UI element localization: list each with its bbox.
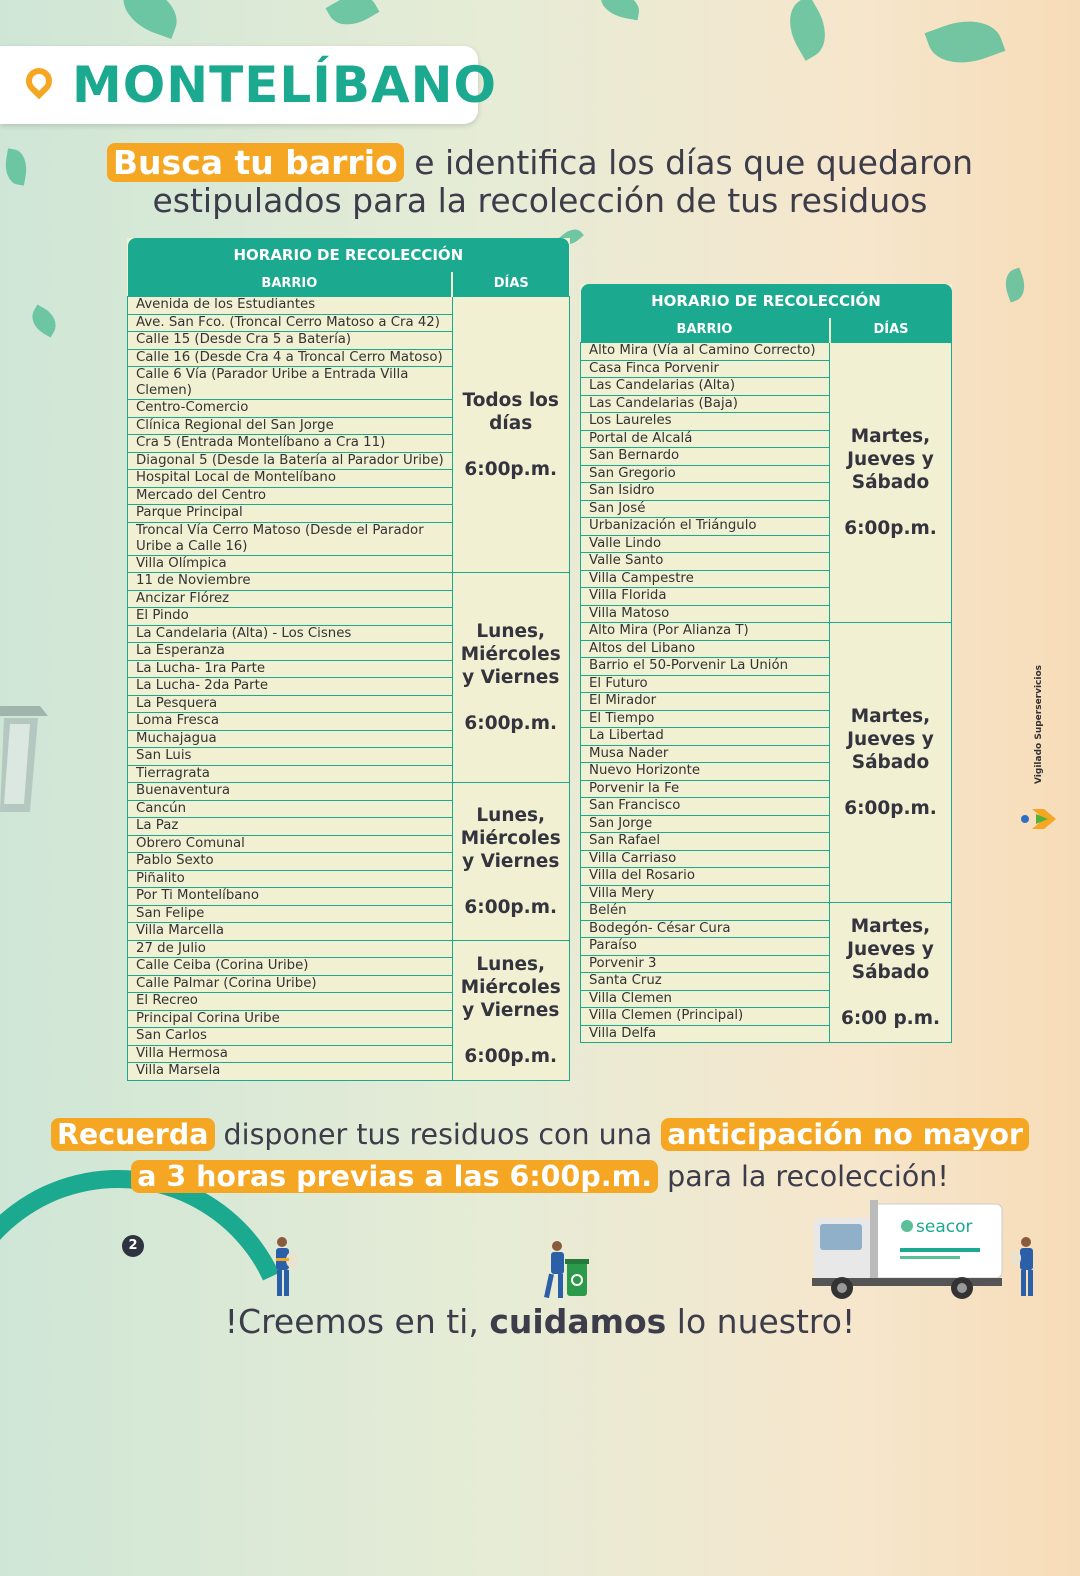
collection-days: Martes, Jueves y Sábado <box>847 706 934 773</box>
reminder-text <box>40 1114 1040 1198</box>
days-cell <box>830 343 952 623</box>
column-header-dias: DÍAS <box>830 318 952 343</box>
schedule-table-left <box>127 238 570 1081</box>
barrio-cell: San Francisco <box>581 798 830 816</box>
barrio-cell: La Pesquera <box>128 695 453 713</box>
leaf-decoration <box>2 148 30 185</box>
leaf-decoration <box>925 9 1006 74</box>
barrio-cell: Villa Delfa <box>581 1025 830 1043</box>
barrio-cell: Piñalito <box>128 870 453 888</box>
barrio-cell: Altos del Libano <box>581 640 830 658</box>
barrio-cell: San Gregorio <box>581 465 830 483</box>
barrio-cell: Calle 6 Vía (Parador Uribe a Entrada Villa Clemen) <box>128 367 453 400</box>
barrio-cell: La Esperanza <box>128 643 453 661</box>
superservicios-logo-icon <box>1020 804 1060 834</box>
barrio-cell: Troncal Vía Cerro Matoso (Desde el Parador Uribe a Calle 16) <box>128 522 453 555</box>
barrio-cell: San Jorge <box>581 815 830 833</box>
barrio-cell: Calle Palmar (Corina Uribe) <box>128 975 453 993</box>
barrio-cell: Paraíso <box>581 938 830 956</box>
barrio-cell: Los Laureles <box>581 413 830 431</box>
barrio-cell: Villa Clemen <box>581 990 830 1008</box>
truck-brand: seacor <box>916 1217 973 1237</box>
city-title: MONTELÍBANO <box>72 56 497 114</box>
column-header-barrio: BARRIO <box>128 272 453 297</box>
table-row <box>581 623 952 641</box>
table-row <box>581 903 952 921</box>
intro-line2: estipulados para la recolección de tus residuos <box>152 181 928 220</box>
barrio-cell: San Carlos <box>128 1028 453 1046</box>
barrio-cell: Bodegón- César Cura <box>581 920 830 938</box>
barrio-cell: Valle Santo <box>581 553 830 571</box>
leaf-decoration <box>1000 267 1029 302</box>
collection-time: 6:00 p.m. <box>840 1008 941 1029</box>
city-header <box>0 46 497 124</box>
worker-with-bin-icon <box>543 1240 593 1302</box>
barrio-cell: Belén <box>581 903 830 921</box>
barrio-cell: Alto Mira (Por Alianza T) <box>581 623 830 641</box>
barrio-cell: El Futuro <box>581 675 830 693</box>
collection-days: Todos los días <box>462 389 559 434</box>
barrio-cell: Villa Hermosa <box>128 1045 453 1063</box>
footer-text-pre: !Creemos en ti, <box>224 1302 490 1341</box>
barrio-cell: Centro-Comercio <box>128 400 453 418</box>
barrio-cell: San Felipe <box>128 905 453 923</box>
days-cell <box>452 940 569 1080</box>
barrio-cell: Clínica Regional del San Jorge <box>128 417 453 435</box>
lamp-post-icon <box>0 700 50 812</box>
table-row <box>128 297 570 315</box>
collection-time: 6:00p.m. <box>464 713 558 734</box>
footer-slogan <box>0 1302 1080 1341</box>
leaf-decoration <box>26 304 61 337</box>
barrio-cell: Villa Clemen (Principal) <box>581 1008 830 1026</box>
barrio-cell: La Lucha- 1ra Parte <box>128 660 453 678</box>
location-pin-icon <box>21 63 58 100</box>
barrio-cell: Nuevo Horizonte <box>581 763 830 781</box>
barrio-cell: Principal Corina Uribe <box>128 1010 453 1028</box>
collection-days: Lunes, Miércoles y Viernes <box>460 621 561 688</box>
barrio-cell: Villa Mery <box>581 885 830 903</box>
barrio-cell: La Libertad <box>581 728 830 746</box>
column-header-barrio: BARRIO <box>581 318 830 343</box>
column-header-dias: DÍAS <box>452 272 569 297</box>
intro-line1: e identifica los días que quedaron <box>403 143 974 182</box>
collection-days: Martes, Jueves y Sábado <box>847 426 934 493</box>
barrio-cell: Calle 15 (Desde Cra 5 a Batería) <box>128 332 453 350</box>
collection-time: 6:00p.m. <box>844 518 937 539</box>
barrio-cell: Barrio el 50-Porvenir La Unión <box>581 658 830 676</box>
leaf-decoration <box>115 0 185 39</box>
barrio-cell: Las Candelarias (Alta) <box>581 378 830 396</box>
vigilado-text: Vigilado Superservicios <box>1034 664 1044 784</box>
barrio-cell: La Lucha- 2da Parte <box>128 678 453 696</box>
intro-highlight: Busca tu barrio <box>107 143 404 182</box>
barrio-cell: Tierragrata <box>128 765 453 783</box>
barrio-cell: El Recreo <box>128 993 453 1011</box>
barrio-cell: Pablo Sexto <box>128 853 453 871</box>
barrio-cell: La Paz <box>128 818 453 836</box>
barrio-cell: Buenaventura <box>128 783 453 801</box>
barrio-cell: Santa Cruz <box>581 973 830 991</box>
barrio-cell: Diagonal 5 (Desde la Batería al Parador Uribe) <box>128 452 453 470</box>
collection-time: 6:00p.m. <box>464 458 558 480</box>
barrio-cell: Ancizar Flórez <box>128 590 453 608</box>
barrio-cell: San José <box>581 500 830 518</box>
days-cell <box>452 573 569 783</box>
barrio-cell: Villa Matoso <box>581 605 830 623</box>
collection-time: 6:00p.m. <box>464 896 558 918</box>
reminder-highlight-3: a 3 horas previas a las 6:00p.m. <box>131 1160 658 1193</box>
vigilado-badge <box>1020 664 1080 800</box>
barrio-cell: Villa del Rosario <box>581 868 830 886</box>
barrio-cell: Mercado del Centro <box>128 487 453 505</box>
table-row <box>128 940 570 958</box>
reminder-text-1: disponer tus residuos con una <box>214 1118 662 1151</box>
barrio-cell: Villa Marsela <box>128 1063 453 1081</box>
barrio-cell: La Candelaria (Alta) - Los Cisnes <box>128 625 453 643</box>
table-title: HORARIO DE RECOLECCIÓN <box>128 238 570 272</box>
barrio-cell: Villa Carriaso <box>581 850 830 868</box>
footer-text-post: lo nuestro! <box>666 1302 856 1341</box>
barrio-cell: Ave. San Fco. (Troncal Cerro Matoso a Cra 42) <box>128 314 453 332</box>
barrio-cell: Portal de Alcalá <box>581 430 830 448</box>
footer-text-bold: cuidamos <box>489 1302 667 1341</box>
days-cell <box>830 623 952 903</box>
days-cell <box>452 783 569 941</box>
barrio-cell: 27 de Julio <box>128 940 453 958</box>
leaf-decoration <box>598 0 642 20</box>
table-title: HORARIO DE RECOLECCIÓN <box>581 284 952 318</box>
barrio-cell: Las Candelarias (Baja) <box>581 395 830 413</box>
barrio-cell: Cra 5 (Entrada Montelíbano a Cra 11) <box>128 435 453 453</box>
barrio-cell: Calle Ceiba (Corina Uribe) <box>128 958 453 976</box>
table-row <box>128 783 570 801</box>
barrio-cell: El Mirador <box>581 693 830 711</box>
barrio-cell: Villa Campestre <box>581 570 830 588</box>
worker-with-bag-icon <box>268 1236 298 1302</box>
barrio-cell: Calle 16 (Desde Cra 4 a Troncal Cerro Matoso) <box>128 349 453 367</box>
barrio-cell: San Bernardo <box>581 448 830 466</box>
garbage-truck-icon <box>812 1200 1027 1300</box>
barrio-cell: Avenida de los Estudiantes <box>128 297 453 315</box>
barrio-cell: Casa Finca Porvenir <box>581 360 830 378</box>
barrio-cell: Musa Nader <box>581 745 830 763</box>
barrio-cell: San Luis <box>128 748 453 766</box>
days-cell <box>452 297 569 573</box>
days-cell <box>830 903 952 1043</box>
reminder-text-2: para la recolección! <box>658 1160 949 1193</box>
barrio-cell: Hospital Local de Montelíbano <box>128 470 453 488</box>
page-number-badge: 2 <box>122 1235 144 1257</box>
barrio-cell: San Isidro <box>581 483 830 501</box>
schedule-table-right <box>580 284 952 1043</box>
barrio-cell: Parque Principal <box>128 505 453 523</box>
barrio-cell: El Pindo <box>128 608 453 626</box>
barrio-cell: Loma Fresca <box>128 713 453 731</box>
barrio-cell: Por Ti Montelíbano <box>128 888 453 906</box>
barrio-cell: Valle Lindo <box>581 535 830 553</box>
barrio-cell: Muchajagua <box>128 730 453 748</box>
barrio-cell: El Tiempo <box>581 710 830 728</box>
leaf-decoration <box>326 0 380 34</box>
collection-time: 6:00p.m. <box>464 1045 558 1067</box>
leaf-decoration <box>778 0 837 61</box>
barrio-cell: Villa Marcella <box>128 923 453 941</box>
intro-text <box>90 144 990 220</box>
reminder-highlight-1: Recuerda <box>51 1118 214 1151</box>
collection-days: Lunes, Miércoles y Viernes <box>460 804 561 872</box>
collection-days: Lunes, Miércoles y Viernes <box>460 953 561 1021</box>
worker-at-truck-icon <box>1012 1236 1040 1302</box>
collection-days: Martes, Jueves y Sábado <box>847 916 934 983</box>
collection-time: 6:00p.m. <box>844 798 937 819</box>
barrio-cell: 11 de Noviembre <box>128 573 453 591</box>
barrio-cell: Porvenir la Fe <box>581 780 830 798</box>
barrio-cell: Urbanización el Triángulo <box>581 518 830 536</box>
barrio-cell: Villa Florida <box>581 588 830 606</box>
reminder-highlight-2: anticipación no mayor <box>661 1118 1029 1151</box>
barrio-cell: Cancún <box>128 800 453 818</box>
barrio-cell: Villa Olímpica <box>128 555 453 573</box>
barrio-cell: San Rafael <box>581 833 830 851</box>
barrio-cell: Alto Mira (Vía al Camino Correcto) <box>581 343 830 361</box>
barrio-cell: Obrero Comunal <box>128 835 453 853</box>
table-row <box>581 343 952 361</box>
barrio-cell: Porvenir 3 <box>581 955 830 973</box>
table-row <box>128 573 570 591</box>
